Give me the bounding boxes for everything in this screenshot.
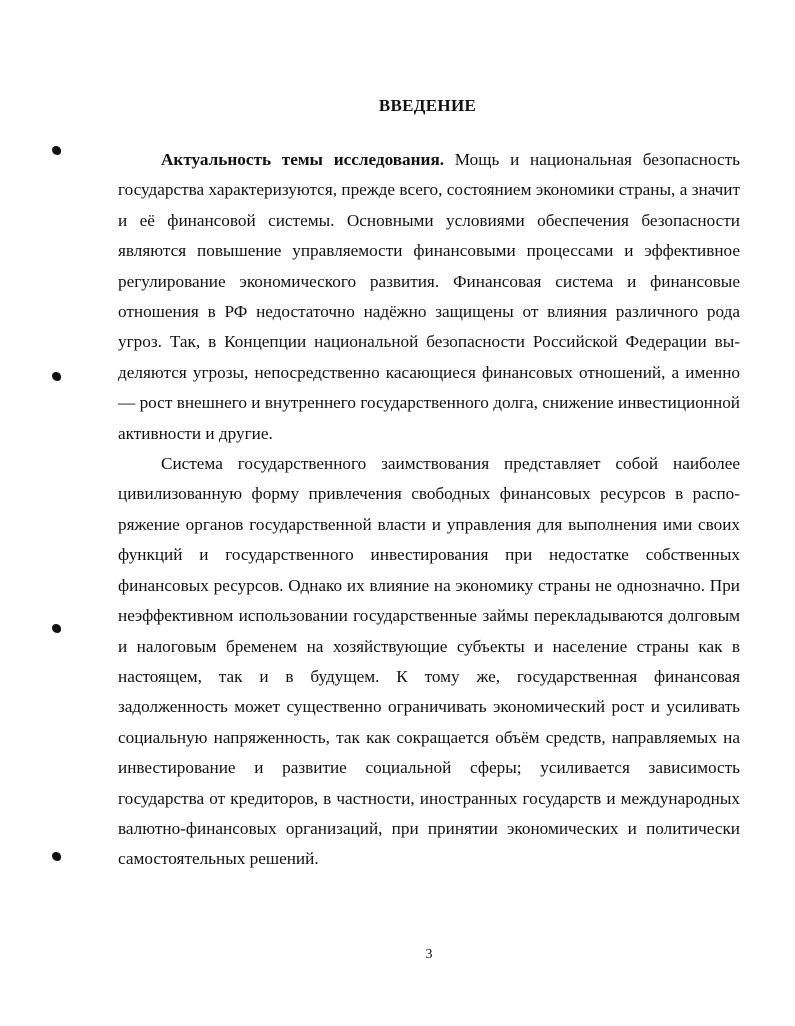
paragraph-relevance bbox=[118, 145, 740, 449]
punch-hole-mark bbox=[52, 852, 61, 861]
section-heading: ВВЕДЕНИЕ bbox=[378, 96, 477, 115]
punch-hole-mark bbox=[52, 146, 61, 155]
paragraph-text: Мощь и национальная безопасность государства характеризуются, прежде всего, состоянием экономики страны, а значит и её финансовой системы. Основными условиями обеспечения безопасности являются повышение управляемости финансовыми процессами и эффективное регулирование экономического развития. Финансовая система и финансовые отношения в РФ недостаточно надёжно защищены от влияния различного рода угроз. Так, в Концепции национальной безопасности Российской Федерации выделяются угрозы, непосредственно касающиеся финансовых отношений, а именно — рост внешнего и внутреннего государственного долга, снижение инвестиционной активности и другие. bbox=[118, 150, 740, 443]
paragraph-borrowing bbox=[118, 449, 740, 875]
paragraph-text: Система государственного заимствования представляет собой наиболее цивилизованную форму привлечения свободных финансовых ресурсов в распоряжение органов государственной власти и управления для выполнения ими своих функций и государственного инвестирования при недостатке собственных финансовых ресурсов. Однако их влияние на экономику страны не однозначно. При неэффективном использовании государственные займы перекладываются долговым и налоговым бременем на хозяйствующие субъекты и население страны как в настоящем, так и в будущем. К тому же, государственная финансовая задолженность может существенно ограничивать экономический рост и усиливать социальную напряженность, так как сокращается объём средств, направляемых на инвестирование и развитие социальной сферы; усиливается зависимость государства от кредиторов, в частности, иностранных государств и международных валютно-финансовых организаций, при принятии экономических и политически самостоятельных решений. bbox=[118, 454, 740, 869]
punch-hole-mark bbox=[52, 372, 61, 381]
body-text bbox=[118, 145, 740, 875]
page-number: 3 bbox=[425, 947, 433, 962]
punch-hole-mark bbox=[52, 624, 61, 633]
paragraph-lead: Актуальность темы исследования. bbox=[161, 150, 445, 169]
